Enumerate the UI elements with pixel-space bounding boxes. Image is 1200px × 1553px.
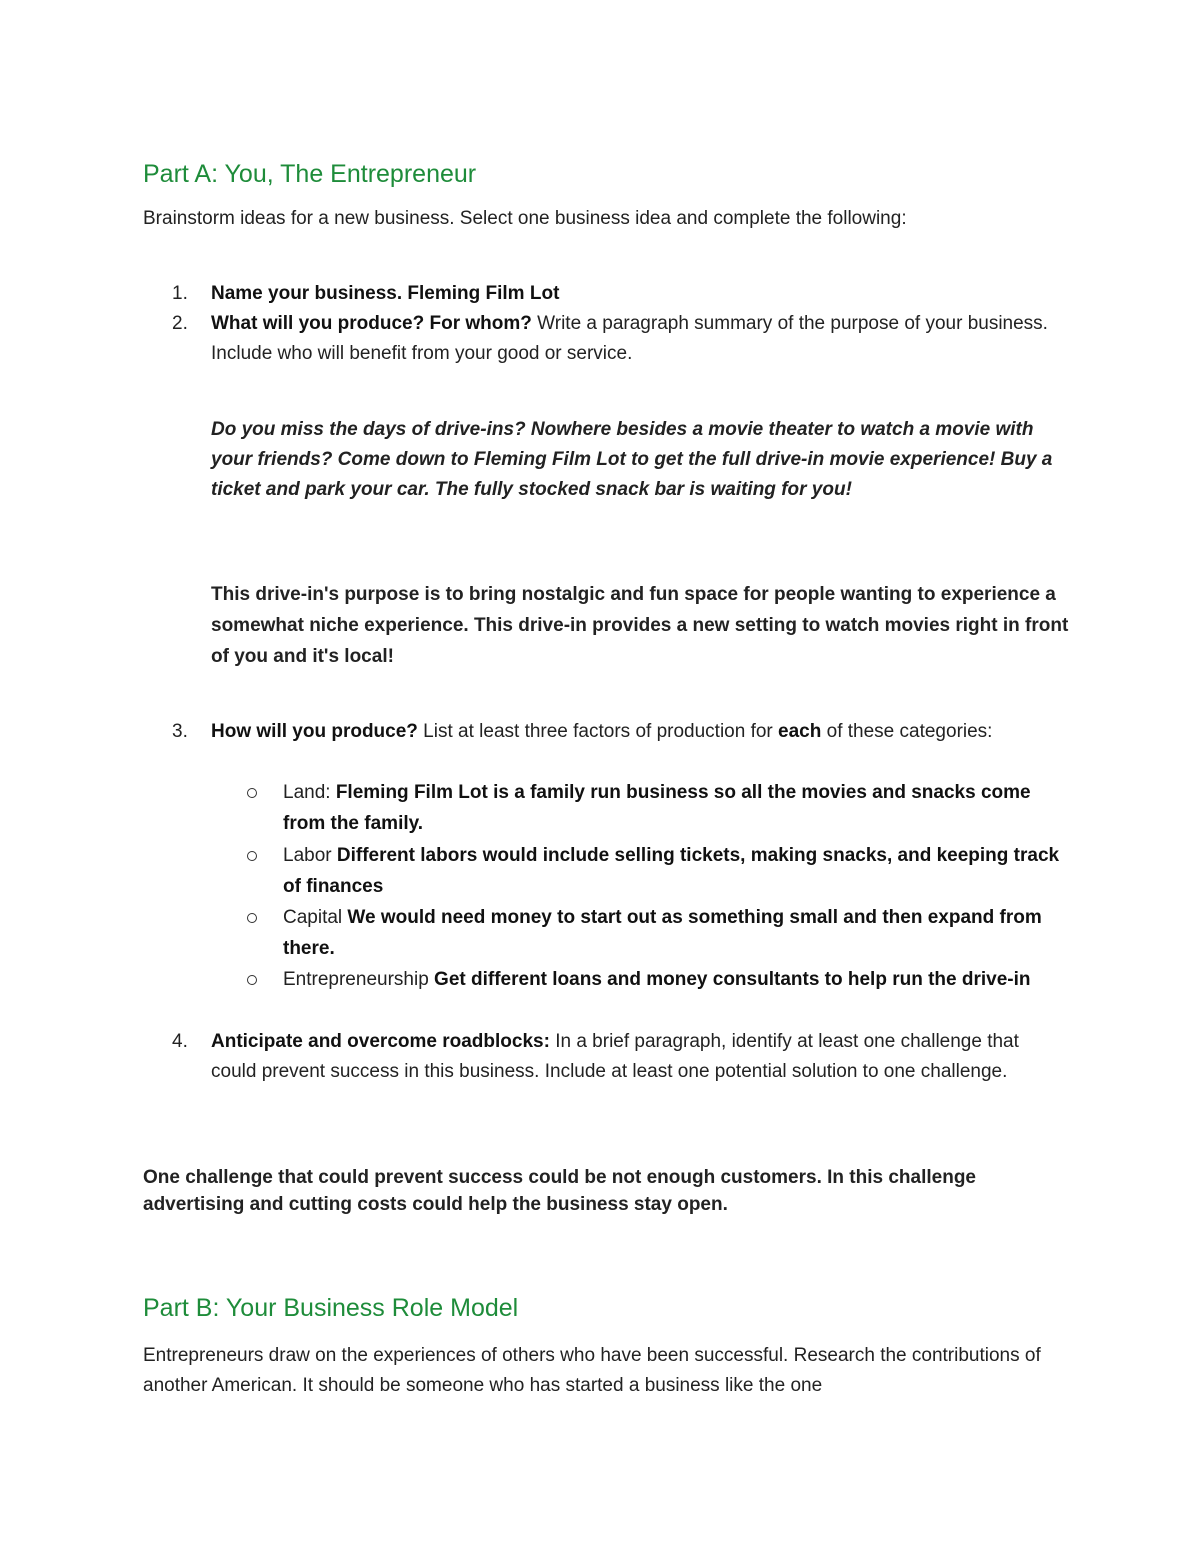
factor-answer: Fleming Film Lot is a family run business so all the movies and snacks come from the family. xyxy=(283,782,1031,834)
challenge-answer: One challenge that could prevent success could be not enough customers. In this challenge advertising and cutting costs could help the business stay open. xyxy=(143,1167,977,1215)
item-question xyxy=(211,1027,1066,1087)
question-label: How will you produce? xyxy=(211,721,418,742)
part-b-heading: Part B: Your Business Role Model xyxy=(143,1294,519,1322)
factor-text xyxy=(283,840,1073,902)
answer-purpose: This drive-in's purpose is to bring nostalgic and fun space for people wanting to experience a somewhat niche experience. This drive-in provides a new setting to watch movies right in front of you and it's local! xyxy=(211,584,1069,667)
item-question xyxy=(211,717,1066,747)
question-prompt: Write a paragraph summary of the purpose of your business. Include who will benefit from your good or service. xyxy=(211,313,1048,364)
item-question xyxy=(211,279,1066,309)
factor-label: Labor xyxy=(283,845,337,866)
part-b-intro: Entrepreneurs draw on the experiences of others who have been successful. Research the contributions of another American. It should be someone who has started a business like the one xyxy=(143,1345,1041,1396)
list-number: 2. xyxy=(172,313,188,334)
factor-answer: We would need money to start out as something small and then expand from there. xyxy=(283,907,1042,959)
hollow-circle-bullet-icon xyxy=(247,975,257,985)
factor-text xyxy=(283,777,1073,839)
question-prompt-end: of these categories: xyxy=(821,721,993,742)
factor-label: Entrepreneurship xyxy=(283,969,435,990)
part-a-heading: Part A: You, The Entrepreneur xyxy=(143,160,477,188)
hollow-circle-bullet-icon xyxy=(247,851,257,861)
question-prompt: List at least three factors of production for xyxy=(417,721,779,742)
factor-text xyxy=(283,902,1073,964)
list-number: 4. xyxy=(172,1031,188,1052)
question-label: What will you produce? For whom? xyxy=(211,313,532,334)
emphasis-text: each xyxy=(778,721,822,742)
list-number: 3. xyxy=(172,721,188,742)
part-a-intro: Brainstorm ideas for a new business. Select one business idea and complete the following: xyxy=(143,208,907,229)
question-label: Anticipate and overcome roadblocks: xyxy=(211,1031,550,1052)
list-number: 1. xyxy=(172,283,188,304)
factor-answer: Different labors would include selling tickets, making snacks, and keeping track of finances xyxy=(283,845,1060,897)
answer-ad-copy: Do you miss the days of drive-ins? Nowhere besides a movie theater to watch a movie with your friends? Come down to Fleming Film Lot to get the full drive-in movie experience! Buy a ticket and park your car. The fully stocked snack bar is waiting for you! xyxy=(211,419,1053,500)
item-question xyxy=(211,309,1066,369)
factor-text xyxy=(283,964,1073,995)
factor-label: Capital xyxy=(283,907,348,928)
factor-label: Land: xyxy=(283,782,336,803)
hollow-circle-bullet-icon xyxy=(247,913,257,923)
hollow-circle-bullet-icon xyxy=(247,788,257,798)
question-prompt: In a brief paragraph, identify at least one challenge that could prevent success in this business. Include at least one potential solution to one challenge. xyxy=(211,1031,1019,1082)
factor-answer: Get different loans and money consultants to help run the drive-in xyxy=(434,969,1031,990)
business-name-question: Name your business. Fleming Film Lot xyxy=(211,283,560,304)
